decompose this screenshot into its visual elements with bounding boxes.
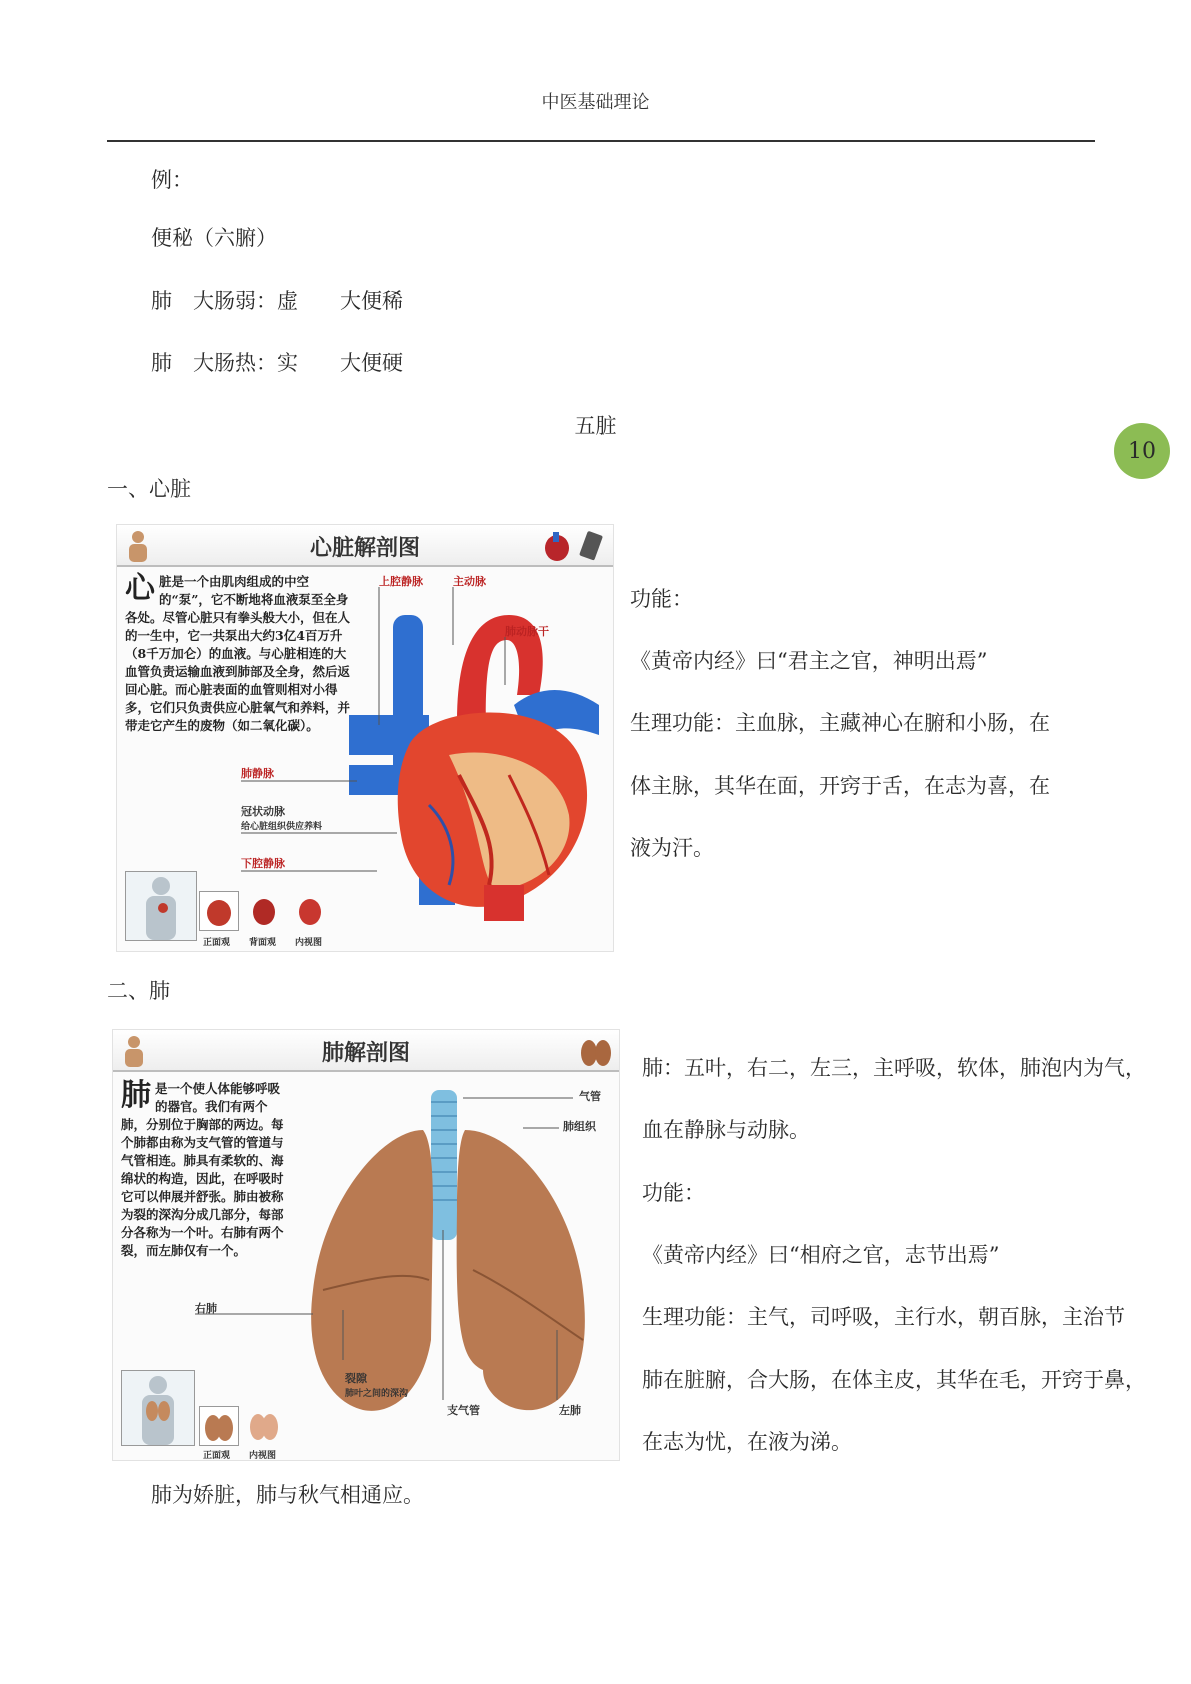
constipation-line: 便秘（六腑） — [151, 226, 277, 250]
label-right-lung: 右肺 — [195, 1302, 217, 1315]
lung-physiology-line2: 肺在脏腑，合大肠，在体主皮，其华在毛，开窍于鼻， — [642, 1368, 1146, 1392]
heart-big-char: 心 — [125, 571, 155, 606]
label-trachea: 气管 — [579, 1090, 601, 1103]
label-lung-tissue: 肺组织 — [563, 1120, 596, 1133]
label-coronary-artery: 冠状动脉 — [241, 805, 285, 818]
thumb-label-inside: 内视图 — [249, 1451, 277, 1461]
heart-figure-title: 心脏解剖图 — [309, 535, 420, 561]
heart-physiology-line1: 生理功能：主血脉，主藏神心在腑和小肠，在 — [630, 711, 1050, 735]
label-left-lung: 左肺 — [559, 1404, 581, 1417]
inside-view-thumbnail[interactable] — [291, 891, 329, 929]
label-aorta: 主动脉 — [453, 575, 486, 588]
lung-closing-line: 肺为娇脏，肺与秋气相通应。 — [151, 1483, 424, 1507]
section-title: 五脏 — [574, 414, 617, 438]
label-ivc: 下腔静脉 — [241, 857, 285, 870]
label-pulmonary-trunk: 肺动脉干 — [505, 625, 549, 638]
heart-function-label: 功能： — [630, 587, 693, 611]
label-fissure: 裂隙 — [345, 1372, 367, 1385]
example-label: 例： — [151, 168, 193, 192]
heart-description: 心脏是一个由肌肉组成的中空的“泵”，它不断地将血液泵至全身各处。尽管心脏只有拳头般大小，但在人的一生中，它一共泵出大约3亿4百万升（8千万加仑）的血液。与心脏相连的大血管负责运输血液到肺部及全身，然后返回心脏。而心脏表面的血管则相对小得多，它们只负责供应心脏氧气和养料，并带走它产生的废物（如二氧化碳）。 — [125, 571, 351, 733]
body-thumbnail — [125, 871, 197, 941]
label-svc: 上腔静脉 — [379, 575, 423, 588]
heart-heading: 一、心脏 — [107, 477, 191, 501]
label-coronary-note: 给心脏组织供应养料 — [241, 822, 323, 832]
lung-description-line2: 血在静脉与动脉。 — [642, 1118, 810, 1142]
lung-figure-title: 肺解剖图 — [321, 1040, 410, 1066]
lung-heading: 二、肺 — [107, 979, 170, 1003]
label-bronchus: 支气管 — [447, 1404, 480, 1417]
body-thumbnail — [121, 1370, 195, 1446]
page-number-badge: 10 — [1114, 423, 1170, 479]
lung-description-line1: 肺：五叶，右二，左三，主呼吸，软体，肺泡内为气， — [642, 1056, 1146, 1080]
header-divider — [107, 140, 1095, 142]
lung-physiology-line3: 在志为忧，在液为涕。 — [642, 1430, 852, 1454]
excess-line: 肺 大肠热：实 大便硬 — [151, 351, 403, 375]
heart-anatomy-figure — [116, 524, 614, 952]
thumb-label-back: 背面观 — [249, 938, 277, 948]
lung-big-char: 肺 — [121, 1078, 151, 1113]
document-header: 中医基础理论 — [541, 92, 650, 113]
front-view-thumbnail[interactable] — [199, 891, 239, 931]
lung-quote: 《黄帝内经》曰“相府之官，志节出焉” — [642, 1243, 1000, 1267]
deficiency-line: 肺 大肠弱：虚 大便稀 — [151, 289, 403, 313]
thumb-label-front: 正面观 — [203, 938, 231, 948]
label-pulmonary-vein: 肺静脉 — [241, 767, 274, 780]
lung-description: 肺是一个使人体能够呼吸的器官。我们有两个肺，分别位于胸部的两边。每个肺都由称为支气管的管道与气管相连。肺具有柔软的、海绵状的构造，因此，在呼吸时它可以伸展并舒张。肺由被称为裂的深沟分成几部分，每部分各称为一个叶。右肺有两个裂，而左肺仅有一个。 — [121, 1078, 284, 1258]
heart-quote: 《黄帝内经》曰“君主之官，神明出焉” — [630, 649, 988, 673]
thumb-label-inside: 内视图 — [295, 938, 323, 948]
front-view-thumbnail[interactable] — [199, 1406, 239, 1446]
inside-view-thumbnail[interactable] — [245, 1406, 283, 1444]
label-fissure-note: 肺叶之间的深沟 — [345, 1389, 409, 1399]
back-view-thumbnail[interactable] — [245, 891, 283, 929]
thumb-label-front: 正面观 — [203, 1451, 231, 1461]
lung-anatomy-figure — [112, 1029, 620, 1461]
lung-function-label: 功能： — [642, 1181, 705, 1205]
heart-physiology-line3: 液为汗。 — [630, 836, 714, 860]
lung-physiology-line1: 生理功能：主气，司呼吸，主行水，朝百脉，主治节 — [642, 1305, 1125, 1329]
heart-physiology-line2: 体主脉，其华在面，开窍于舌，在志为喜，在 — [630, 774, 1050, 798]
